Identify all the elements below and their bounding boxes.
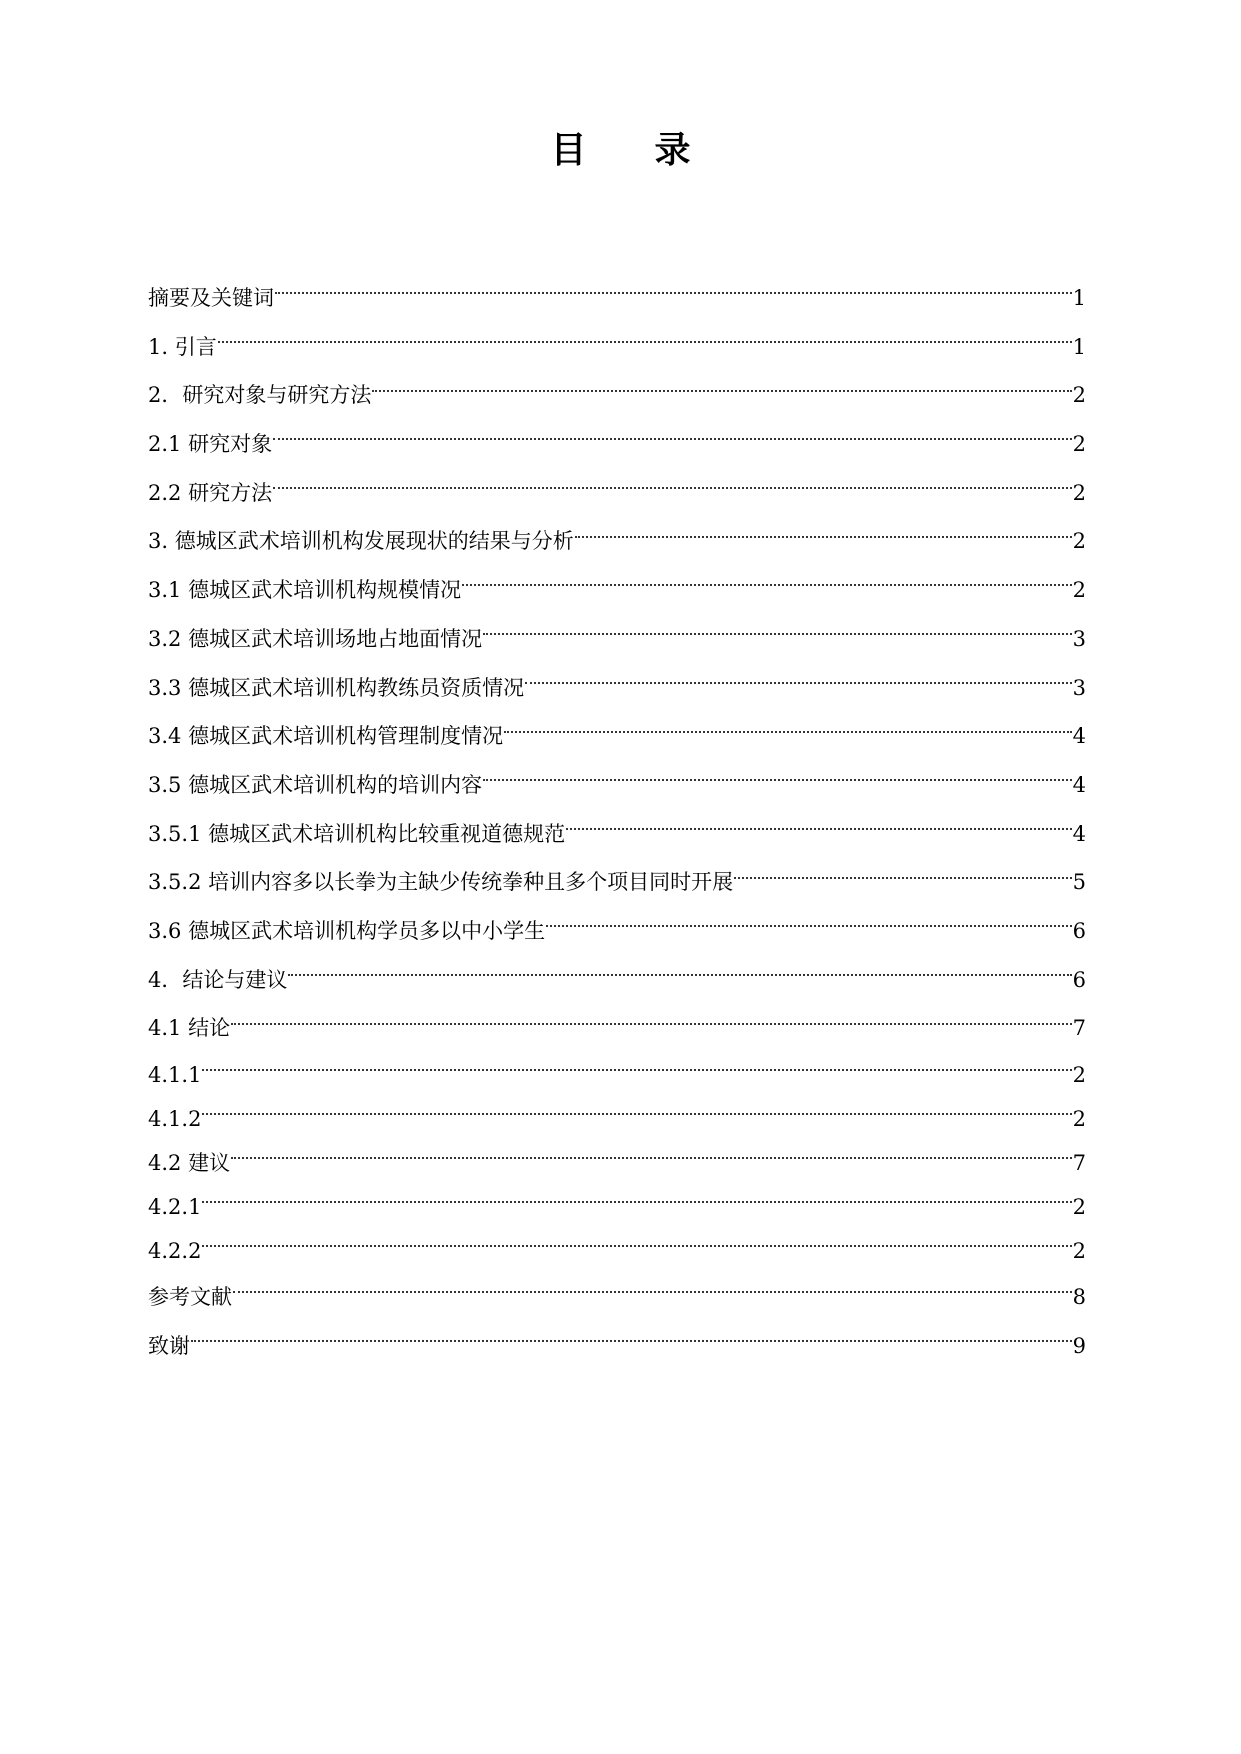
toc-entry-page-number: 2 — [1072, 529, 1086, 554]
toc-entry-page-number: 6 — [1072, 967, 1086, 992]
toc-entry-label: 4.2 建议 — [148, 1151, 231, 1175]
toc-entry-page-number: 2 — [1072, 1063, 1086, 1087]
toc-entry-label: 4.1.1 — [148, 1063, 202, 1087]
toc-entry-label: 3.4 德城区武术培训机构管理制度情况 — [148, 724, 504, 749]
page-title-char-1: 目 — [550, 129, 587, 171]
toc-entry-page-number: 7 — [1072, 1016, 1086, 1041]
toc-leader-dots — [546, 925, 1072, 927]
toc-entry-page-number: 1 — [1072, 334, 1086, 359]
toc-entry[interactable] — [148, 469, 1086, 518]
toc-entry[interactable] — [148, 956, 1086, 1005]
toc-entry[interactable] — [148, 810, 1086, 859]
toc-entry-page-number: 3 — [1072, 626, 1086, 651]
toc-leader-dots — [191, 1340, 1072, 1342]
toc-entry-page-number: 4 — [1072, 821, 1086, 846]
toc-leader-dots — [734, 877, 1072, 879]
toc-leader-dots — [202, 1113, 1071, 1115]
toc-leader-dots — [273, 487, 1072, 489]
toc-entry[interactable] — [148, 858, 1086, 907]
toc-entry-page-number: 5 — [1072, 870, 1086, 895]
toc-entry[interactable] — [148, 761, 1086, 810]
toc-entry-label: 4．结论与建议 — [148, 967, 288, 992]
toc-leader-dots — [575, 536, 1072, 538]
toc-entry-label: 致谢 — [148, 1333, 190, 1358]
toc-leader-dots — [275, 292, 1072, 294]
toc-entry-label: 4.1 结论 — [148, 1016, 231, 1041]
toc-leader-dots — [288, 974, 1071, 976]
toc-entry-label: 4.2.1 — [148, 1195, 202, 1219]
toc-entry-page-number: 4 — [1072, 724, 1086, 749]
toc-entry[interactable] — [148, 1322, 1086, 1371]
toc-entry-page-number: 9 — [1072, 1333, 1086, 1358]
toc-entry-label: 4.1.2 — [148, 1107, 202, 1131]
toc-leader-dots — [525, 682, 1072, 684]
toc-entry-label: 3.6 德城区武术培训机构学员多以中小学生 — [148, 918, 546, 943]
toc-entry-label: 3.1 德城区武术培训机构规模情况 — [148, 578, 462, 603]
toc-entry-page-number: 7 — [1072, 1151, 1086, 1175]
toc-entry[interactable] — [148, 1141, 1086, 1185]
toc-leader-dots — [566, 828, 1072, 830]
toc-entry-label: 2.2 研究方法 — [148, 480, 273, 505]
toc-entry[interactable] — [148, 517, 1086, 566]
toc-entry[interactable] — [148, 1053, 1086, 1097]
toc-leader-dots — [231, 1157, 1072, 1159]
toc-entry[interactable] — [148, 615, 1086, 664]
toc-leader-dots — [273, 438, 1072, 440]
toc-entry[interactable] — [148, 323, 1086, 372]
toc-entry-label: 3.5.2 培训内容多以长拳为主缺少传统拳种且多个项目同时开展 — [148, 870, 734, 895]
toc-leader-dots — [231, 1023, 1072, 1025]
toc-entry[interactable] — [148, 1004, 1086, 1053]
toc-entry-label: 2．研究对象与研究方法 — [148, 383, 372, 408]
toc-entry-page-number: 4 — [1072, 772, 1086, 797]
toc-entry-page-number: 6 — [1072, 918, 1086, 943]
toc-entry[interactable] — [148, 712, 1086, 761]
toc-leader-dots — [233, 1291, 1072, 1293]
toc-leader-dots — [202, 1069, 1071, 1071]
toc-entry-label: 3. 德城区武术培训机构发展现状的结果与分析 — [148, 529, 574, 554]
toc-leader-dots — [462, 584, 1072, 586]
toc-entry[interactable] — [148, 1097, 1086, 1141]
page-title — [0, 128, 1241, 172]
toc-leader-dots — [483, 633, 1072, 635]
toc-entry[interactable] — [148, 566, 1086, 615]
toc-entry-page-number: 2 — [1072, 383, 1086, 408]
toc-entry[interactable] — [148, 664, 1086, 713]
toc-entry-label: 摘要及关键词 — [148, 286, 274, 310]
toc-leader-dots — [504, 731, 1072, 733]
table-of-contents — [148, 274, 1086, 1370]
toc-entry-page-number: 2 — [1072, 432, 1086, 457]
toc-entry-label: 3.5.1 德城区武术培训机构比较重视道德规范 — [148, 821, 566, 846]
toc-entry-label: 3.5 德城区武术培训机构的培训内容 — [148, 772, 483, 797]
toc-entry[interactable] — [148, 420, 1086, 469]
toc-leader-dots — [202, 1245, 1071, 1247]
toc-entry-page-number: 2 — [1072, 578, 1086, 603]
toc-entry[interactable] — [148, 1185, 1086, 1229]
toc-entry-page-number: 2 — [1072, 480, 1086, 505]
toc-leader-dots — [218, 341, 1072, 343]
toc-entry-label: 3.3 德城区武术培训机构教练员资质情况 — [148, 675, 525, 700]
toc-entry-page-number: 2 — [1072, 1195, 1086, 1219]
page-title-char-2: 录 — [654, 129, 691, 171]
toc-entry[interactable] — [148, 371, 1086, 420]
toc-entry-label: 1. 引言 — [148, 334, 217, 359]
toc-entry[interactable] — [148, 1273, 1086, 1322]
toc-entry-page-number: 3 — [1072, 675, 1086, 700]
toc-leader-dots — [202, 1201, 1071, 1203]
toc-entry[interactable] — [148, 907, 1086, 956]
toc-entry-page-number: 1 — [1072, 286, 1086, 310]
toc-entry-page-number: 2 — [1072, 1107, 1086, 1131]
toc-entry-page-number: 8 — [1072, 1285, 1086, 1309]
toc-entry-page-number: 2 — [1072, 1239, 1086, 1263]
toc-entry[interactable] — [148, 274, 1086, 323]
toc-entry-label: 4.2.2 — [148, 1239, 202, 1263]
toc-entry[interactable] — [148, 1229, 1086, 1273]
toc-leader-dots — [372, 390, 1071, 392]
toc-entry-label: 2.1 研究对象 — [148, 432, 273, 457]
toc-entry-label: 参考文献 — [148, 1285, 232, 1309]
toc-entry-label: 3.2 德城区武术培训场地占地面情况 — [148, 626, 483, 651]
toc-leader-dots — [483, 779, 1072, 781]
